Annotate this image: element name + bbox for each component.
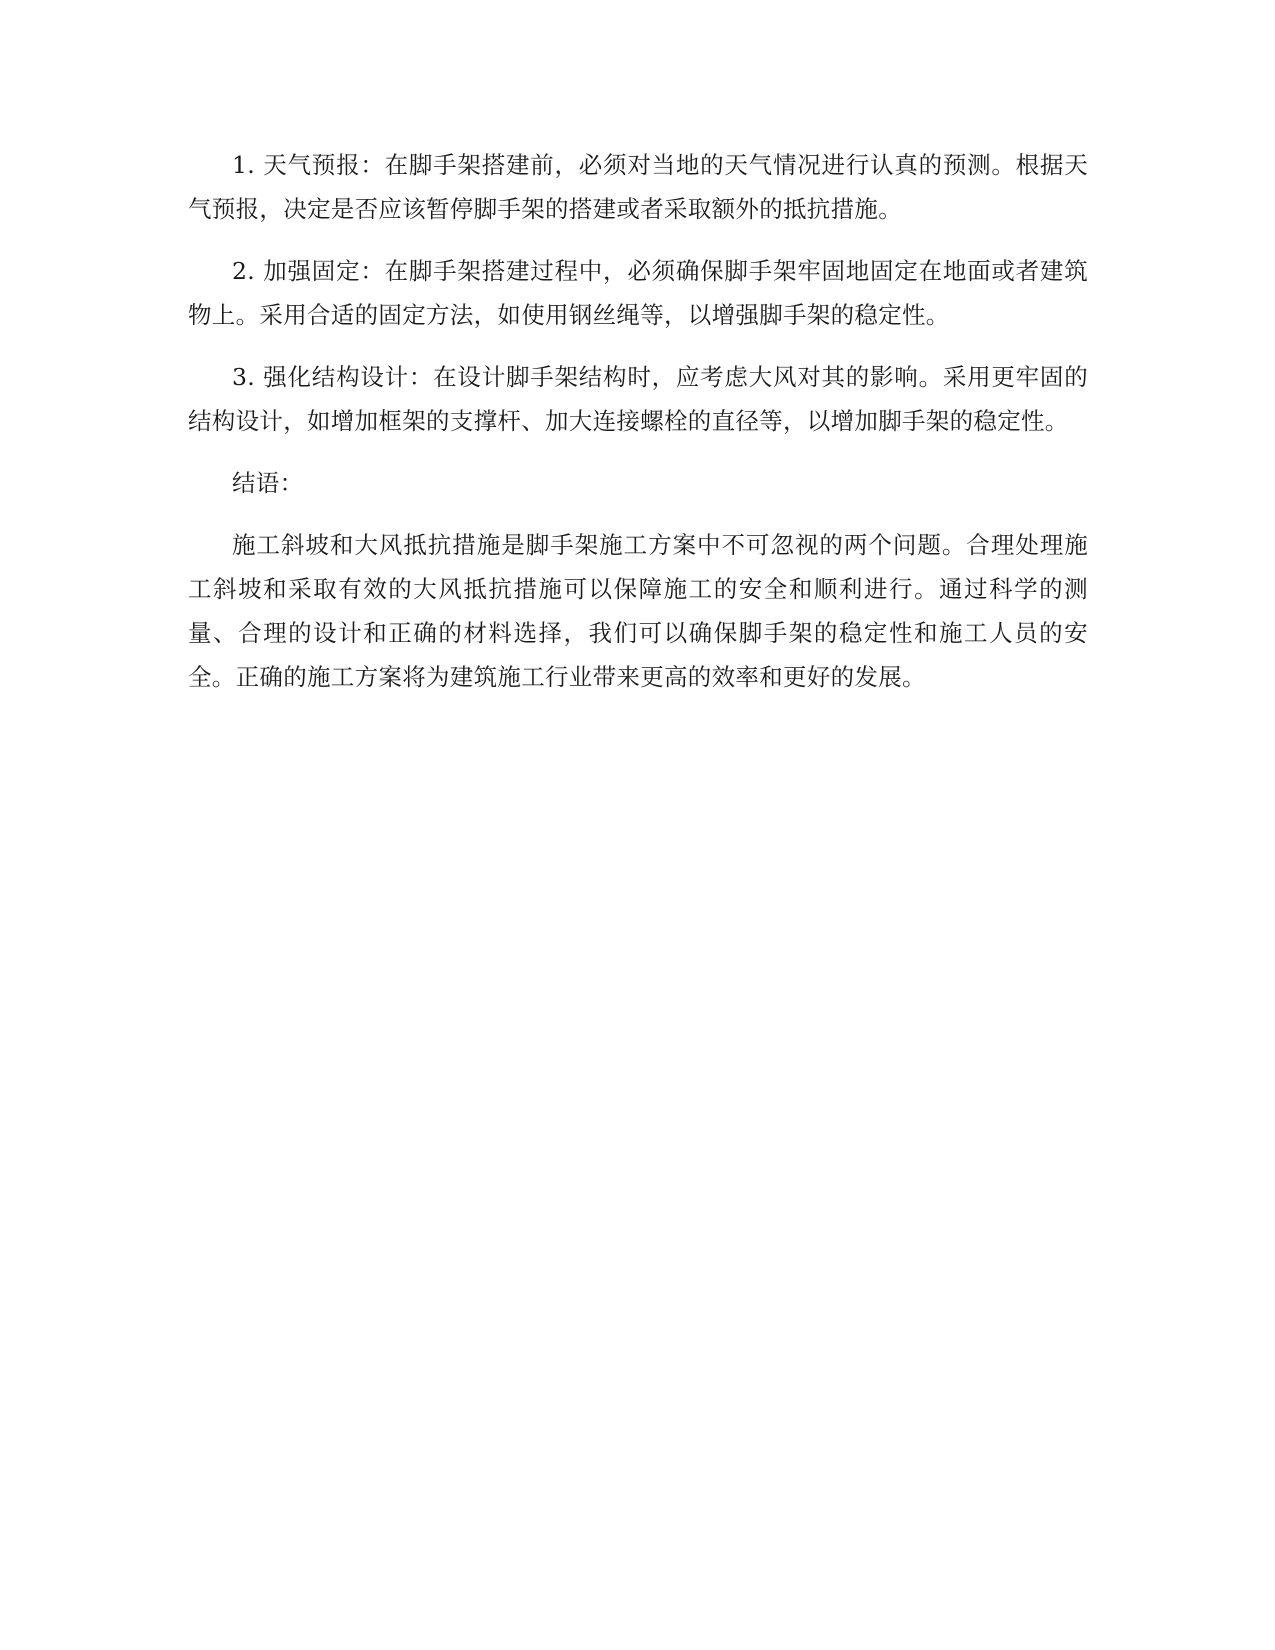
document-body — [188, 143, 1088, 717]
paragraph-conclusion: 施工斜坡和大风抵抗措施是脚手架施工方案中不可忽视的两个问题。合理处理施工斜坡和采取有效的大风抵抗措施可以保障施工的安全和顺利进行。通过科学的测量、合理的设计和正确的材料选择，我们可以确保脚手架的稳定性和施工人员的安全。正确的施工方案将为建筑施工行业带来更高的效率和更好的发展。 — [188, 531, 1088, 691]
paragraph-reinforce-fixing: 2. 加强固定：在脚手架搭建过程中，必须确保脚手架牢固地固定在地面或者建筑物上。采用合适的固定方法，如使用钢丝绳等，以增强脚手架的稳定性。 — [188, 257, 1088, 329]
paragraph-weather-forecast: 1. 天气预报：在脚手架搭建前，必须对当地的天气情况进行认真的预测。根据天气预报，决定是否应该暂停脚手架的搭建或者采取额外的抵抗措施。 — [188, 151, 1088, 223]
paragraph-structural-design: 3. 强化结构设计：在设计脚手架结构时，应考虑大风对其的影响。采用更牢固的结构设计，如增加框架的支撑杆、加大连接螺栓的直径等，以增加脚手架的稳定性。 — [188, 363, 1088, 435]
conclusion-heading: 结语： — [232, 469, 304, 497]
